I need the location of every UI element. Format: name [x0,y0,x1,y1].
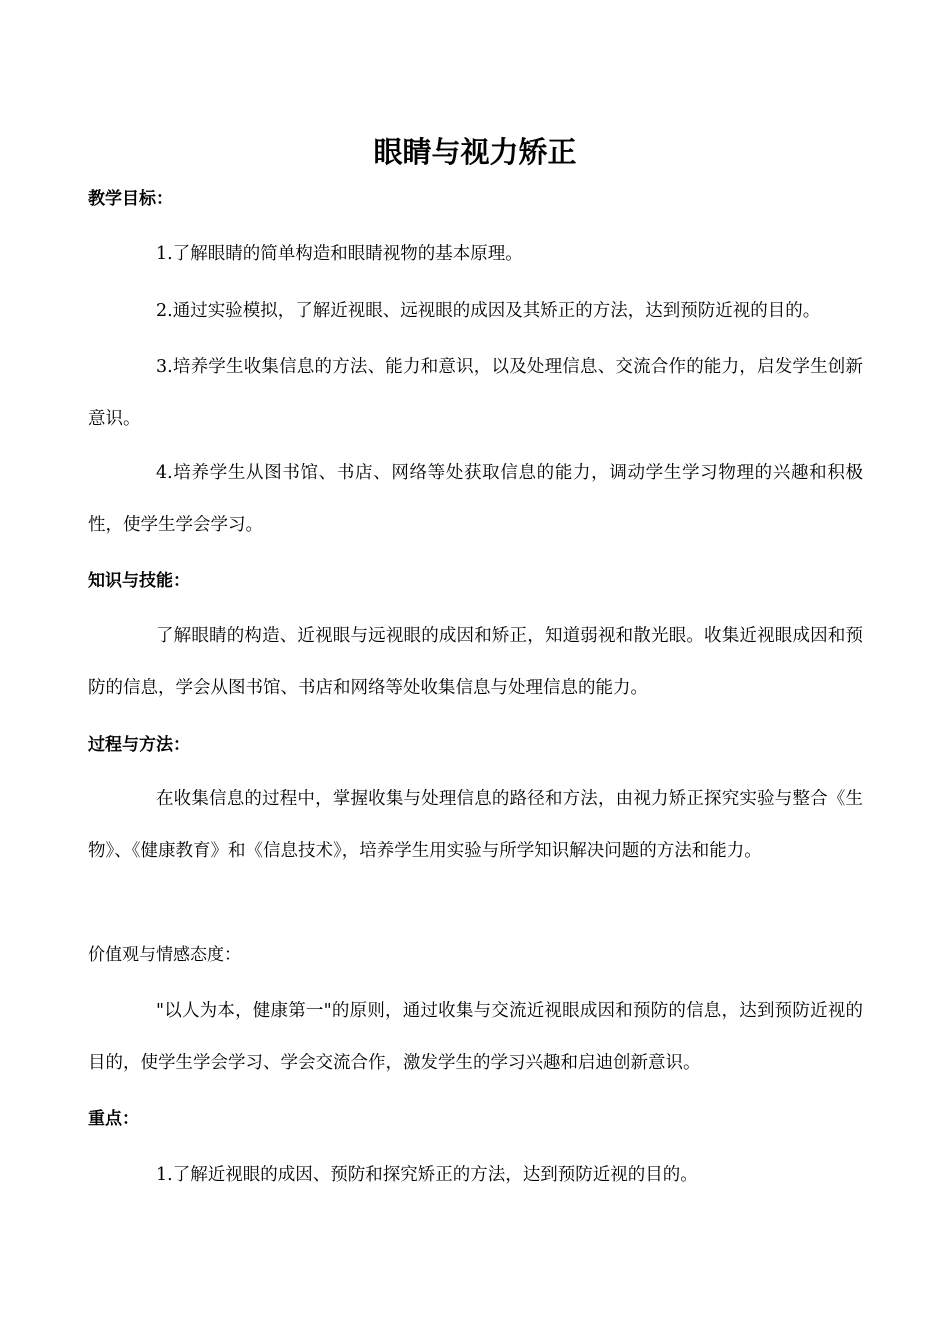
values-paragraph: "以人为本，健康第一"的原则，通过收集与交流近视眼成因和预防的信息，达到预防近视的目的，使学生学会学习、学会交流合作，激发学生的学习兴趣和启迪创新意识。 [88,1001,863,1073]
goal-item-1: 1.了解眼睛的简单构造和眼睛视物的基本原理。 [156,244,523,264]
goal-item-3: 3.培养学生收集信息的方法、能力和意识，以及处理信息、交流合作的能力，启发学生创新意识。 [88,357,863,429]
heading-process-methods: 过程与方法： [88,735,190,755]
process-paragraph: 在收集信息的过程中，掌握收集与处理信息的路径和方法，由视力矫正探究实验与整合《生物》、《健康教育》和《信息技术》，培养学生用实验与所学知识解决问题的方法和能力。 [88,789,863,861]
heading-key-points: 重点： [88,1109,139,1129]
heading-knowledge-skills: 知识与技能： [88,571,190,591]
heading-values-attitudes: 价值观与情感态度： [88,945,241,965]
knowledge-paragraph: 了解眼睛的构造、近视眼与远视眼的成因和矫正，知道弱视和散光眼。收集近视眼成因和预防的信息，学会从图书馆、书店和网络等处收集信息与处理信息的能力。 [88,626,863,698]
goal-item-2: 2.通过实验模拟，了解近视眼、远视眼的成因及其矫正的方法，达到预防近视的目的。 [156,301,821,321]
goal-item-4: 4.培养学生从图书馆、书店、网络等处获取信息的能力，调动学生学习物理的兴趣和积极性，使学生学会学习。 [88,463,863,535]
heading-teaching-goals: 教学目标： [88,189,173,209]
document-title: 眼睛与视力矫正 [373,135,577,169]
key-point-item-1: 1.了解近视眼的成因、预防和探究矫正的方法，达到预防近视的目的。 [156,1165,698,1185]
